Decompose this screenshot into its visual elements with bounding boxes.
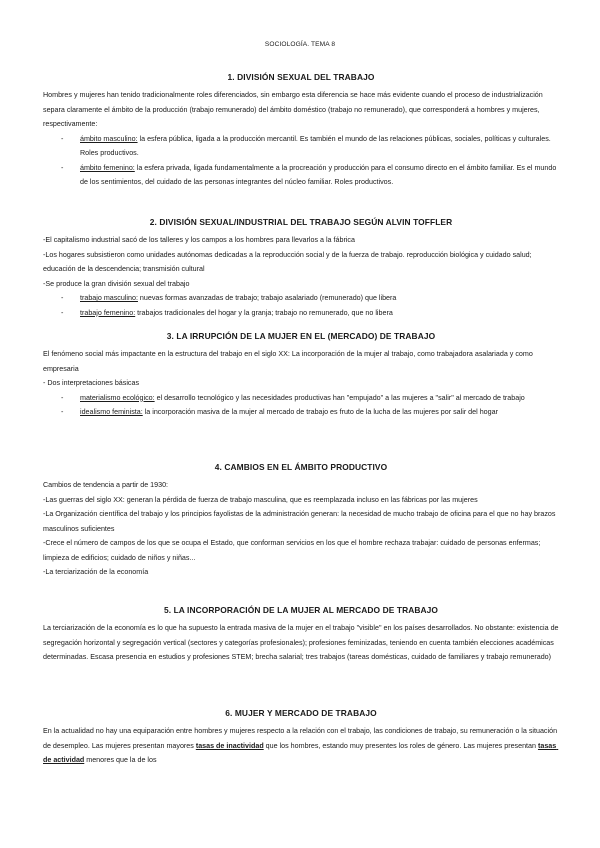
section-2-list: [43, 291, 559, 320]
paragraph: En la actualidad no hay una equiparación entre hombres y mujeres respecto a la relación con el trabajo, las condiciones de trabajo, su remuneración o la situación de desempleo. Las mujeres presentan mayores tasas de inactividad que los hombres, estando muy presentes los roles de género. Las mujeres presentan tasas de actividad menores que la de los: [43, 727, 560, 764]
section-mujer-mercado: [43, 708, 559, 768]
keyword-tasas-actividad: tasas de actividad: [43, 741, 559, 764]
section-3-list: [43, 391, 559, 420]
paragraph: -La Organización científica del trabajo y los principios fayolistas de la administración generan: la necesidad de mucho trabajo de oficina para el que no hay brazos masculinos suficientes: [43, 510, 558, 533]
term: trabajo masculino:: [80, 294, 138, 302]
paragraph: -Crece el número de campos de los que se ocupa el Estado, que conforman servicios en los que el hombre rechaza trabajar: cuidado de personas enfermas; limpieza de edificios; cuidado de niños y niñas...: [43, 539, 543, 562]
section-1-heading: 1. DIVISIÓN SEXUAL DEL TRABAJO: [227, 72, 375, 82]
list-item: - trabajo femenino: trabajos tradicionales del hogar y la granja; trabajo no remunerado, que no libera: [61, 308, 393, 317]
term: idealismo feminista:: [80, 408, 143, 416]
section-toffler: [43, 217, 559, 320]
term: ámbito femenino:: [80, 163, 135, 172]
paragraph: La terciarización de la economía es lo que ha supuesto la entrada masiva de la mujer en el trabajo "visible" en los países desarrollados. No obstante: existencia de segregación horizontal y segregación vertical (sectores y categorías profesionales); profesiones feminizadas, teniendo en cuenta también elecciones académicas determinadas. Escasa presencia en estudios y profesiones STEM; brecha salarial; tres trabajos (tareas domésticas, cuidado de familiares y trabajo remunerado): [43, 624, 561, 661]
list-item: - ámbito masculino: la esfera pública, ligada a la producción mercantil. Es también el mundo de las relaciones públicas, sociales, políticas y culturales. Roles productivos.: [61, 134, 551, 157]
paragraph: - Dos interpretaciones básicas: [43, 379, 140, 387]
section-4-heading: 4. CAMBIOS EN EL ÁMBITO PRODUCTIVO: [214, 462, 388, 472]
list-item: - ámbito femenino: la esfera privada, ligada fundamentalmente a la procreación y producción para el consumo directo en el ámbito familiar. Es el mundo de los sentimientos, del cuidado de las personas integrantes del núcleo familiar. Roles productivos.: [61, 163, 557, 186]
section-1-list: [43, 132, 559, 190]
term: materialismo ecológico:: [80, 393, 155, 402]
document-title: SOCIOLOGÍA. TEMA 8: [264, 41, 336, 48]
paragraph: -Las guerras del siglo XX: generan la pérdida de fuerza de trabajo masculina, que es reemplazada incluso en las fábricas por las mujeres: [43, 495, 478, 504]
section-cambios: [43, 462, 559, 580]
paragraph: Cambios de tendencia a partir de 1930:: [43, 481, 169, 489]
section-division-sexual: [43, 72, 559, 190]
paragraph: -Los hogares subsistieron como unidades autónomas dedicadas a la reproducción social y de la fuerza de trabajo. reproducción biológica y cuidado salud; educación de la descendencia; transmisión cultural: [43, 250, 534, 273]
term: ámbito masculino:: [80, 134, 138, 143]
keyword-tasas-inactividad: tasas de inactividad: [195, 741, 264, 750]
paragraph: -El capitalismo industrial sacó de los talleres y los campos a los hombres para llevarlos a la fábrica: [43, 236, 355, 244]
term: trabajo femenino:: [80, 308, 136, 317]
list-item: - trabajo masculino: nuevas formas avanzadas de trabajo; trabajo asalariado (remunerado) que libera: [61, 294, 397, 302]
paragraph: -La terciarización de la economía: [43, 568, 149, 576]
list-item: - materialismo ecológico: el desarrollo tecnológico y las necesidades productivas han "empujado" a las mujeres a "salir" al mercado de trabajo: [61, 393, 525, 402]
section-2-heading: 2. DIVISIÓN SEXUAL/INDUSTRIAL DEL TRABAJO SEGÚN ALVIN TOFFLER: [149, 217, 453, 227]
section-6-heading: 6. MUJER Y MERCADO DE TRABAJO: [225, 708, 377, 718]
section-3-heading: 3. LA IRRUPCIÓN DE LA MUJER EN EL (MERCADO) DE TRABAJO: [166, 331, 436, 341]
section-incorporacion: [43, 605, 559, 665]
list-item: - idealismo feminista: la incorporación masiva de la mujer al mercado de trabajo es fruto de la lucha de las mujeres por salir del hogar: [61, 408, 498, 416]
paragraph: -Se produce la gran división sexual del trabajo: [43, 279, 190, 288]
paragraph: El fenómeno social más impactante en la estructura del trabajo en el siglo XX: La incorporación de la mujer al trabajo, como trabajadora asalariada y como empresaria: [43, 350, 535, 373]
section-irrupcion: [43, 331, 559, 420]
section-5-heading: 5. LA INCORPORACIÓN DE LA MUJER AL MERCADO DE TRABAJO: [163, 605, 439, 615]
section-1-intro: Hombres y mujeres han tenido tradicionalmente roles diferenciados, sin embargo esta diferencia se hace más evidente cuando el proceso de industrialización separa claramente el ámbito de la producción (trabajo remunerado) del ámbito doméstico (trabajo no remunerado), que corresponderá a hombres y mujeres, respectivamente:: [43, 91, 545, 128]
